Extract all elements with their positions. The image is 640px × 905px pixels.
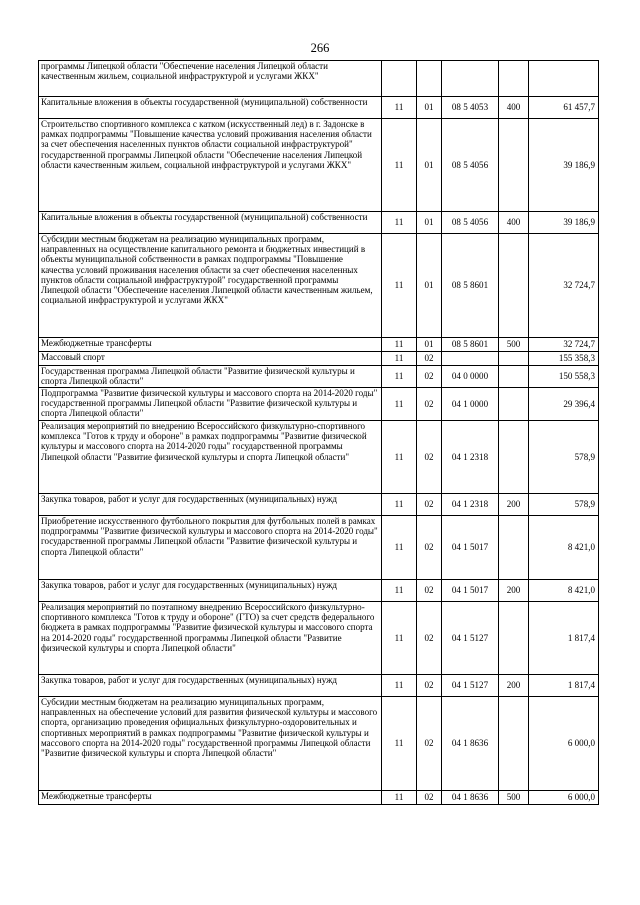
section-code: 11	[382, 97, 417, 119]
amount-value: 1 817,4	[529, 675, 599, 697]
section-code: 11	[382, 516, 417, 580]
amount-value: 6 000,0	[529, 697, 599, 791]
target-article-code: 04 1 5127	[442, 602, 499, 675]
section-code: 11	[382, 366, 417, 388]
expense-type-code	[499, 352, 529, 366]
table-row	[39, 352, 599, 366]
target-article-code: 04 1 5017	[442, 516, 499, 580]
amount-value: 155 358,3	[529, 352, 599, 366]
subsection-code: 02	[417, 791, 442, 805]
target-article-code: 08 5 8601	[442, 234, 499, 338]
amount-value: 8 421,0	[529, 580, 599, 602]
target-article-code: 04 1 2318	[442, 494, 499, 516]
table-row	[39, 580, 599, 602]
table-row	[39, 119, 599, 212]
subsection-code: 02	[417, 352, 442, 366]
target-article-code: 04 1 5127	[442, 675, 499, 697]
amount-value: 29 396,4	[529, 388, 599, 421]
expense-type-code	[499, 119, 529, 212]
section-code: 11	[382, 119, 417, 212]
expense-type-code	[499, 602, 529, 675]
row-description: Капитальные вложения в объекты государственной (муниципальной) собственности	[39, 212, 382, 234]
section-code: 11	[382, 352, 417, 366]
row-description: Государственная программа Липецкой области "Развитие физической культуры и спорта Липецкой области"	[39, 366, 382, 388]
table-row	[39, 516, 599, 580]
expense-type-code: 500	[499, 338, 529, 352]
row-description: Подпрограмма "Развитие физической культуры и массового спорта на 2014-2020 годы" государственной программы Липецкой области "Развитие физической культуры и спорта Липецкой области"	[39, 388, 382, 421]
row-description: Массовый спорт	[39, 352, 382, 366]
row-description: Субсидии местным бюджетам на реализацию муниципальных программ, направленных на осуществление капитального ремонта и бюджетных инвестиций в объекты муниципальной собственности в рамках подпрограммы "Повышение качества условий проживания населения области за счет обеспечения населенных пунктов области социальной инфраструктурой" государственной программы Липецкой области "Обеспечение населения Липецкой области качественным жильем, социальной инфраструктурой и услугами ЖКХ"	[39, 234, 382, 338]
table-row	[39, 338, 599, 352]
expense-type-code: 400	[499, 97, 529, 119]
section-code: 11	[382, 338, 417, 352]
table-row	[39, 675, 599, 697]
subsection-code: 02	[417, 602, 442, 675]
section-code	[382, 61, 417, 97]
expense-type-code: 200	[499, 580, 529, 602]
row-description: Приобретение искусственного футбольного покрытия для футбольных полей в рамках подпрограммы "Развитие физической культуры и массового спорта на 2014-2020 годы" государственной программы Липецкой области "Развитие физической культуры и спорта Липецкой области"	[39, 516, 382, 580]
target-article-code	[442, 61, 499, 97]
section-code: 11	[382, 212, 417, 234]
subsection-code: 02	[417, 421, 442, 494]
amount-value: 6 000,0	[529, 791, 599, 805]
row-description: Реализация мероприятий по поэтапному внедрению Всероссийского физкультурно-спортивного комплекса "Готов к труду и обороне" (ГТО) за счет средств федерального бюджета в рамках подпрограммы "Развитие физической культуры и массового спорта на 2014-2020 годы" государственной программы Липецкой области "Развитие физической культуры и спорта Липецкой области"	[39, 602, 382, 675]
amount-value: 8 421,0	[529, 516, 599, 580]
section-code: 11	[382, 697, 417, 791]
subsection-code: 02	[417, 366, 442, 388]
table-body	[39, 61, 599, 805]
target-article-code: 04 1 0000	[442, 388, 499, 421]
expense-type-code	[499, 697, 529, 791]
target-article-code: 08 5 8601	[442, 338, 499, 352]
amount-value: 39 186,9	[529, 119, 599, 212]
subsection-code: 02	[417, 388, 442, 421]
amount-value: 578,9	[529, 421, 599, 494]
amount-value: 32 724,7	[529, 234, 599, 338]
amount-value	[529, 61, 599, 97]
row-description: программы Липецкой области "Обеспечение населения Липецкой области качественным жильем, социальной инфраструктурой и услугами ЖКХ"	[39, 61, 382, 97]
target-article-code: 08 5 4056	[442, 212, 499, 234]
table-row	[39, 602, 599, 675]
section-code: 11	[382, 675, 417, 697]
amount-value: 61 457,7	[529, 97, 599, 119]
row-description: Закупка товаров, работ и услуг для государственных (муниципальных) нужд	[39, 580, 382, 602]
expense-type-code: 500	[499, 791, 529, 805]
row-description: Капитальные вложения в объекты государственной (муниципальной) собственности	[39, 97, 382, 119]
section-code: 11	[382, 234, 417, 338]
target-article-code: 04 1 5017	[442, 580, 499, 602]
table-row	[39, 61, 599, 97]
subsection-code: 01	[417, 119, 442, 212]
table-row	[39, 366, 599, 388]
section-code: 11	[382, 421, 417, 494]
subsection-code: 02	[417, 580, 442, 602]
amount-value: 39 186,9	[529, 212, 599, 234]
table-row	[39, 421, 599, 494]
expense-type-code	[499, 61, 529, 97]
budget-table	[38, 60, 599, 805]
section-code: 11	[382, 602, 417, 675]
expense-type-code	[499, 366, 529, 388]
table-row	[39, 234, 599, 338]
table-row	[39, 212, 599, 234]
target-article-code: 04 0 0000	[442, 366, 499, 388]
amount-value: 150 558,3	[529, 366, 599, 388]
expense-type-code: 200	[499, 675, 529, 697]
target-article-code	[442, 352, 499, 366]
expense-type-code	[499, 388, 529, 421]
table-row	[39, 388, 599, 421]
subsection-code: 01	[417, 97, 442, 119]
row-description: Межбюджетные трансферты	[39, 338, 382, 352]
expense-type-code	[499, 234, 529, 338]
table-row	[39, 791, 599, 805]
section-code: 11	[382, 580, 417, 602]
target-article-code: 04 1 2318	[442, 421, 499, 494]
row-description: Межбюджетные трансферты	[39, 791, 382, 805]
expense-type-code: 200	[499, 494, 529, 516]
subsection-code: 02	[417, 494, 442, 516]
row-description: Закупка товаров, работ и услуг для государственных (муниципальных) нужд	[39, 494, 382, 516]
expense-type-code: 400	[499, 212, 529, 234]
section-code: 11	[382, 494, 417, 516]
table-row	[39, 697, 599, 791]
target-article-code: 04 1 8636	[442, 791, 499, 805]
row-description: Реализация мероприятий по внедрению Всероссийского физкультурно-спортивного комплекса "Готов к труду и обороне" в рамках подпрограммы "Развитие физической культуры и массового спорта на 2014-2020 годы" государственной программы Липецкой области "Развитие физической культуры и спорта Липецкой области"	[39, 421, 382, 494]
page-number: 266	[310, 41, 330, 55]
expense-type-code	[499, 421, 529, 494]
row-description: Субсидии местным бюджетам на реализацию муниципальных программ, направленных на обеспечение условий для развития физической культуры и массового спорта, организацию проведения официальных физкультурно-оздоровительных и спортивных мероприятий в рамках подпрограммы "Развитие физической культуры и массового спорта на 2014-2020 годы" государственной программы Липецкой области "Развитие физической культуры и спорта Липецкой области"	[39, 697, 382, 791]
target-article-code: 04 1 8636	[442, 697, 499, 791]
subsection-code	[417, 61, 442, 97]
subsection-code: 02	[417, 697, 442, 791]
table-row	[39, 97, 599, 119]
subsection-code: 02	[417, 675, 442, 697]
subsection-code: 01	[417, 338, 442, 352]
section-code: 11	[382, 388, 417, 421]
table-row	[39, 494, 599, 516]
section-code: 11	[382, 791, 417, 805]
expense-type-code	[499, 516, 529, 580]
subsection-code: 02	[417, 516, 442, 580]
subsection-code: 01	[417, 212, 442, 234]
row-description: Закупка товаров, работ и услуг для государственных (муниципальных) нужд	[39, 675, 382, 697]
target-article-code: 08 5 4053	[442, 97, 499, 119]
subsection-code: 01	[417, 234, 442, 338]
target-article-code: 08 5 4056	[442, 119, 499, 212]
row-description: Строительство спортивного комплекса с катком (искусственный лед) в г. Задонске в рамках подпрограммы "Повышение качества условий проживания населения области за счет обеспечения населенных пунктов области социальной инфраструктурой" государственной программы Липецкой области "Обеспечение населения Липецкой области качественным жильем, социальной инфраструктурой и услугами ЖКХ"	[39, 119, 382, 212]
amount-value: 578,9	[529, 494, 599, 516]
amount-value: 32 724,7	[529, 338, 599, 352]
amount-value: 1 817,4	[529, 602, 599, 675]
